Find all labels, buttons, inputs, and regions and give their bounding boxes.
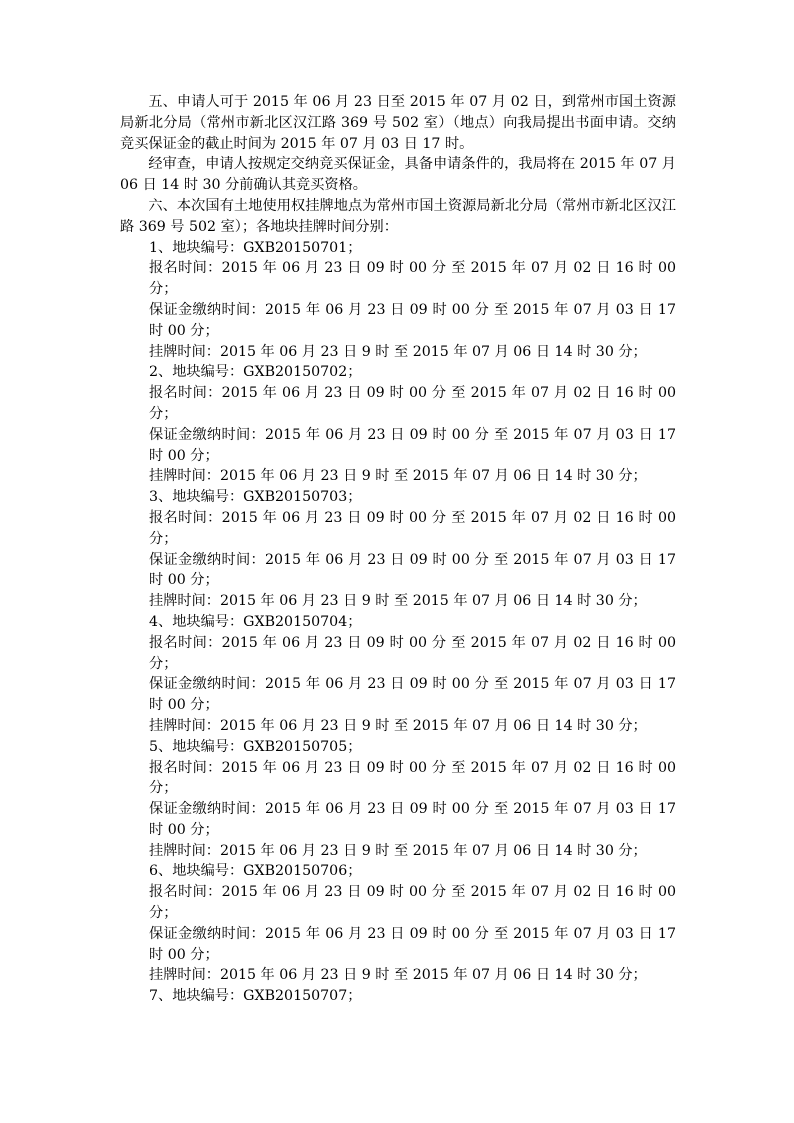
- plot-block: [149, 238, 676, 363]
- plot-deposit-time: 保证金缴纳时间：2015 年 06 月 23 日 09 时 00 分 至 2015 年 07 月 03 日 17 时 00 分；: [149, 551, 676, 589]
- plot-listing-time: 挂牌时间：2015 年 06 月 23 日 9 时 至 2015 年 07 月 06 日 14 时 30 分；: [149, 717, 647, 734]
- paragraph-review: 经审查，申请人按规定交纳竞买保证金，具备申请条件的，我局将在 2015 年 07 月 06 日 14 时 30 分前确认其竞买资格。: [120, 156, 676, 194]
- plot-title: 3、地块编号：GXB20150703；: [149, 489, 362, 506]
- plot-block: [149, 737, 676, 862]
- plot-signup-time: 报名时间：2015 年 06 月 23 日 09 时 00 分 至 2015 年 07 月 02 日 16 时 00 分；: [149, 509, 676, 547]
- plot-deposit-time: 保证金缴纳时间：2015 年 06 月 23 日 09 时 00 分 至 2015 年 07 月 03 日 17 时 00 分；: [149, 925, 676, 963]
- plot-block: [149, 612, 676, 737]
- plot-block: [149, 861, 676, 986]
- plot-signup-time: 报名时间：2015 年 06 月 23 日 09 时 00 分 至 2015 年 07 月 02 日 16 时 00 分；: [149, 884, 676, 922]
- plot-title: 5、地块编号：GXB20150705；: [149, 738, 362, 755]
- plot-title: 4、地块编号：GXB20150704；: [149, 613, 362, 630]
- plot-listing-time: 挂牌时间：2015 年 06 月 23 日 9 时 至 2015 年 07 月 06 日 14 时 30 分；: [149, 967, 647, 984]
- plot-block: [149, 487, 676, 612]
- plot-deposit-time: 保证金缴纳时间：2015 年 06 月 23 日 09 时 00 分 至 2015 年 07 月 03 日 17 时 00 分；: [149, 301, 676, 339]
- plot-title: 7、地块编号：GXB20150707；: [149, 988, 362, 1005]
- paragraph-listing-location: 六、本次国有土地使用权挂牌地点为常州市国土资源局新北分局（常州市新北区汉江路 369 号 502 室）；各地块挂牌时间分别：: [120, 197, 676, 235]
- plot-listing-time: 挂牌时间：2015 年 06 月 23 日 9 时 至 2015 年 07 月 06 日 14 时 30 分；: [149, 593, 647, 610]
- plot-title: 2、地块编号：GXB20150702；: [149, 364, 362, 381]
- plot-deposit-time: 保证金缴纳时间：2015 年 06 月 23 日 09 时 00 分 至 2015 年 07 月 03 日 17 时 00 分；: [149, 801, 676, 838]
- plot-listing-time: 挂牌时间：2015 年 06 月 23 日 9 时 至 2015 年 07 月 06 日 14 时 30 分；: [149, 468, 647, 485]
- plot-signup-time: 报名时间：2015 年 06 月 23 日 09 时 00 分 至 2015 年 07 月 02 日 16 时 00 分；: [149, 759, 676, 797]
- paragraph-application-period: 五、申请人可于 2015 年 06 月 23 日至 2015 年 07 月 02 日，到常州市国土资源局新北分局（常州市新北区汉江路 369 号 502 室）（地点）向我局提出书面申请。交纳竞买保证金的截止时间为 2015 年 07 月 03 日 17 时。: [120, 94, 676, 152]
- plot-signup-time: 报名时间：2015 年 06 月 23 日 09 时 00 分 至 2015 年 07 月 02 日 16 时 00 分；: [149, 385, 676, 422]
- plot-signup-time: 报名时间：2015 年 06 月 23 日 09 时 00 分 至 2015 年 07 月 02 日 16 时 00 分；: [149, 634, 676, 672]
- plot-deposit-time: 保证金缴纳时间：2015 年 06 月 23 日 09 时 00 分 至 2015 年 07 月 03 日 17 时 00 分；: [149, 426, 676, 464]
- plot-listing-time: 挂牌时间：2015 年 06 月 23 日 9 时 至 2015 年 07 月 06 日 14 时 30 分；: [149, 343, 647, 360]
- plot-list: [120, 238, 676, 1007]
- plot-title: 6、地块编号：GXB20150706；: [149, 863, 362, 880]
- plot-title: 1、地块编号：GXB20150701；: [149, 239, 362, 256]
- plot-deposit-time: 保证金缴纳时间：2015 年 06 月 23 日 09 时 00 分 至 2015 年 07 月 03 日 17 时 00 分；: [149, 676, 676, 714]
- plot-signup-time: 报名时间：2015 年 06 月 23 日 09 时 00 分 至 2015 年 07 月 02 日 16 时 00 分；: [149, 260, 676, 298]
- plot-block: [149, 362, 676, 487]
- document-page: [120, 92, 676, 1007]
- plot-listing-time: 挂牌时间：2015 年 06 月 23 日 9 时 至 2015 年 07 月 06 日 14 时 30 分；: [149, 842, 647, 859]
